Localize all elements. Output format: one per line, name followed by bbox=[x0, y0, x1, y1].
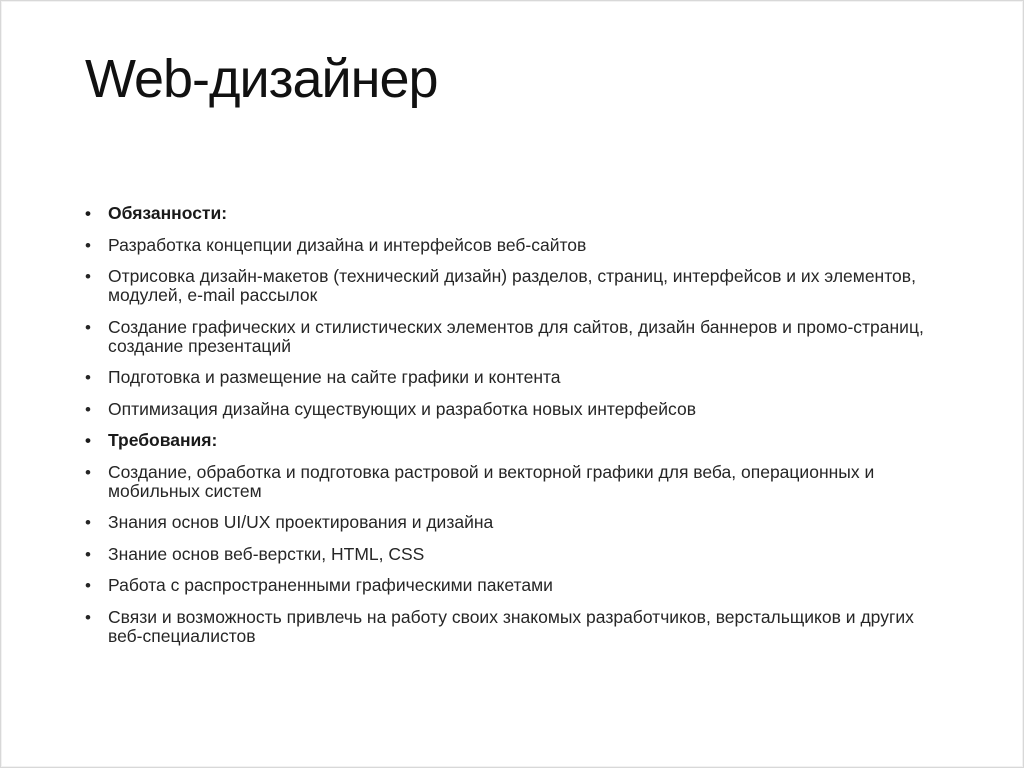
list-item-text: Отрисовка дизайн-макетов (технический дизайн) разделов, страниц, интерфейсов и их элементов, модулей, e-mail рассылок bbox=[108, 266, 916, 305]
list-item bbox=[85, 608, 945, 646]
bullet-icon: • bbox=[85, 607, 91, 627]
list-item bbox=[85, 236, 945, 255]
list-item bbox=[85, 267, 945, 305]
list-item-text: Знания основ UI/UX проектирования и дизайна bbox=[108, 512, 494, 532]
list-item bbox=[85, 513, 945, 532]
list-item bbox=[85, 204, 945, 223]
list-item bbox=[85, 400, 945, 419]
list-item-text: Знание основ веб-верстки, HTML, CSS bbox=[108, 543, 425, 564]
bullet-icon: • bbox=[85, 544, 91, 564]
list-item-text: Подготовка и размещение на сайте графики и контента bbox=[108, 367, 561, 387]
list-item-text: Обязанности: bbox=[108, 203, 228, 223]
bullet-icon: • bbox=[85, 399, 91, 419]
list-item-text: Требования: bbox=[108, 430, 218, 450]
list-item-text: Связи и возможность привлечь на работу своих знакомых разработчиков, верстальщиков и других веб-специалистов bbox=[108, 606, 914, 646]
list-item-text: Разработка концепции дизайна и интерфейсов веб-сайтов bbox=[108, 234, 587, 255]
list-item bbox=[85, 576, 945, 595]
bullet-icon: • bbox=[85, 235, 91, 255]
bullet-icon: • bbox=[85, 267, 91, 286]
list-item-text: Создание графических и стилистических элементов для сайтов, дизайн баннеров и промо-страниц, создание презентаций bbox=[108, 316, 924, 356]
list-item bbox=[85, 545, 945, 564]
bullet-icon: • bbox=[85, 317, 91, 337]
list-item bbox=[85, 431, 945, 450]
list-item-text: Оптимизация дизайна существующих и разработка новых интерфейсов bbox=[108, 398, 697, 419]
bullet-icon: • bbox=[85, 576, 91, 595]
slide-title: Web-дизайнер bbox=[85, 49, 438, 109]
list-item-text: Создание, обработка и подготовка растровой и векторной графики для веба, операционных и мобильных систем bbox=[108, 461, 875, 501]
bullet-icon: • bbox=[85, 431, 91, 450]
list-item-text: Работа с распространенными графическими пакетами bbox=[108, 575, 553, 595]
list-item bbox=[85, 463, 945, 501]
bullet-icon: • bbox=[85, 462, 91, 482]
list-item bbox=[85, 368, 945, 387]
bullet-icon: • bbox=[85, 513, 91, 532]
list-item bbox=[85, 318, 945, 356]
bullet-icon: • bbox=[85, 204, 91, 223]
bullet-list bbox=[85, 204, 945, 646]
slide-content bbox=[85, 204, 945, 658]
bullet-icon: • bbox=[85, 368, 91, 387]
